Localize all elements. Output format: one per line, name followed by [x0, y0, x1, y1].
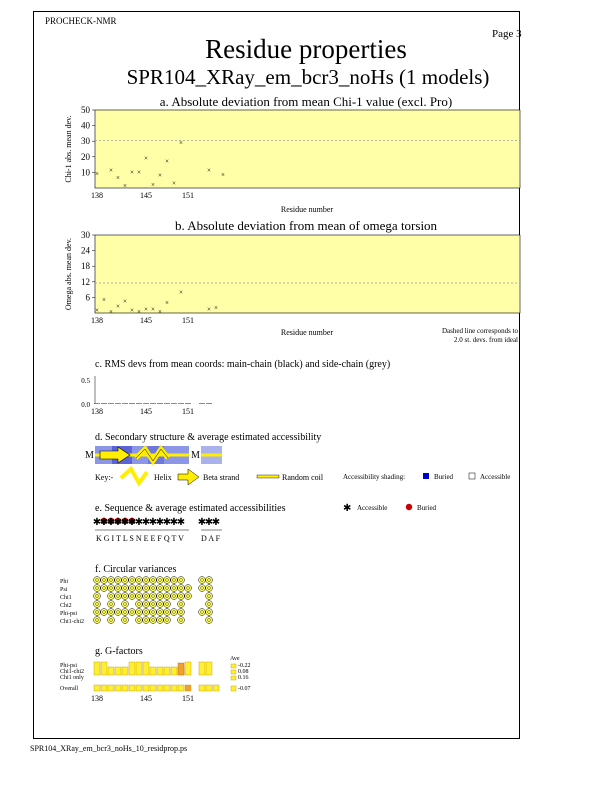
panel-c-y-tick-0.0: 0.0: [81, 401, 90, 409]
cv-circle: [206, 617, 213, 624]
key-coil-icon: [257, 475, 279, 478]
panel-b-ylabel: Omega abs. mean dev.: [64, 237, 73, 311]
cv-circle: [129, 593, 136, 600]
panel-a-y-tick-20: 20: [81, 151, 90, 162]
cv-circle: [143, 593, 150, 600]
gf-block: [164, 667, 170, 675]
page-title: Residue properties: [205, 34, 407, 64]
gf-average-chi1-only: 0.16: [238, 675, 249, 681]
cv-circle: [171, 585, 178, 592]
panel-b-xlabel: Residue number: [280, 328, 334, 337]
panel-a-point: ×: [109, 166, 113, 175]
cv-circle: [206, 593, 213, 600]
cv-circle: [185, 593, 192, 600]
panel-a-x-tick-151: 151: [182, 191, 194, 200]
cv-circle: [108, 609, 115, 616]
panel-b-point: ×: [123, 297, 127, 306]
panel-b-point: ×: [151, 305, 155, 314]
panel-d-marker-left: M: [85, 450, 94, 461]
sequence-accessible-star: ✱: [204, 517, 214, 528]
gf-overall-block: [136, 685, 142, 691]
cv-circle: [94, 577, 101, 584]
accessible-swatch: [469, 473, 475, 479]
cv-circle: [150, 585, 157, 592]
cv-circle: [108, 601, 115, 608]
panel-b-y-ticks: [81, 230, 95, 302]
gf-block: [150, 667, 156, 675]
panel-f-title: f. Circular variances: [95, 564, 177, 575]
panel-a-point: ×: [151, 181, 155, 190]
buried-swatch: [423, 473, 429, 479]
cv-circle: [164, 593, 171, 600]
gf-overall-block: [94, 685, 100, 691]
rms-bar-side-chain: [122, 403, 128, 404]
cv-circle: [178, 585, 185, 592]
gf-block: [171, 667, 177, 675]
panel-g-x-tick-138: 138: [91, 694, 103, 703]
panel-b-point: ×: [214, 304, 218, 312]
panel-b-point: ×: [130, 306, 134, 315]
panel-c-x-tick-145: 145: [140, 407, 152, 416]
cv-circle: [143, 609, 150, 616]
panel-c-title: c. RMS devs from mean coords: main-chain (black) and side-chain (grey): [95, 359, 391, 370]
rms-bar-side-chain: [143, 403, 149, 404]
panel-b-note-2: 2.0 st. devs. from ideal: [454, 336, 518, 344]
rms-bar-side-chain: [150, 403, 156, 404]
panel-b-chart: [64, 218, 520, 344]
gf-overall-block: [101, 685, 107, 691]
gf-average-chi1-chi2: 0.08: [238, 669, 249, 675]
cv-circle: [94, 601, 101, 608]
accessible-label: Accessible: [480, 473, 511, 481]
cv-row-label-phi-psi: Phi-psi: [60, 611, 78, 617]
panel-a-point: ×: [207, 166, 211, 175]
cv-circle: [185, 585, 192, 592]
cv-circle: [143, 617, 150, 624]
sequence-accessible-star: ✱: [120, 517, 130, 528]
cv-row-label-chi1-chi2: Chi1-chi2: [60, 619, 84, 625]
gf-overall-block: [129, 685, 135, 691]
gf-overall-block: [108, 685, 114, 691]
rms-bar-side-chain: [199, 403, 205, 404]
cv-circle: [136, 593, 143, 600]
cv-circle: [157, 577, 164, 584]
legend-accessible-icon: ✱: [343, 503, 352, 514]
cv-circle: [122, 609, 129, 616]
cv-circle: [157, 593, 164, 600]
panel-a-x-tick-138: 138: [91, 191, 103, 200]
footer-filename: SPR104_XRay_em_bcr3_noHs_10_residprop.ps: [30, 744, 188, 753]
panel-a-point: ×: [158, 171, 162, 180]
sequence-accessible-star: ✱: [141, 517, 151, 528]
cv-circle: [108, 617, 115, 624]
sequence-accessible-star: ✱: [155, 517, 165, 528]
shading-label: Accessibility shading:: [343, 473, 406, 481]
gf-block: [122, 667, 128, 675]
legend-accessible-label: Accessible: [357, 504, 388, 512]
sequence-accessible-star: ✱: [176, 517, 186, 528]
gf-block: [143, 662, 149, 675]
cv-circle: [150, 577, 157, 584]
panel-b-y-tick-6: 6: [85, 292, 90, 303]
panel-b-point: ×: [95, 306, 99, 315]
panel-c-chart: [81, 359, 390, 416]
cv-circle: [178, 601, 185, 608]
panel-c-y-ticks: [81, 377, 90, 409]
cv-circle: [157, 617, 164, 624]
gf-average-swatch: [231, 676, 236, 680]
gf-block: [115, 667, 121, 675]
gf-overall-block: [150, 685, 156, 691]
cv-circle: [94, 617, 101, 624]
cv-circle: [94, 609, 101, 616]
key-strand-icon: [178, 469, 199, 485]
program-label: PROCHECK-NMR: [45, 16, 117, 26]
panel-b-point: ×: [158, 307, 162, 316]
cv-circle: [122, 601, 129, 608]
panel-g-x-tick-145: 145: [140, 694, 152, 703]
panel-b-x-tick-151: 151: [182, 316, 194, 325]
sequence-accessible-star: ✱: [113, 517, 123, 528]
rms-bar-side-chain: [94, 403, 100, 404]
cv-circle: [115, 593, 122, 600]
sequence-accessible-star: ✱: [162, 517, 172, 528]
cv-circle: [164, 601, 171, 608]
cv-circle: [164, 617, 171, 624]
panel-d-marker-right: M: [191, 450, 200, 461]
cv-circle: [129, 577, 136, 584]
cv-circle: [178, 577, 185, 584]
gf-overall-block: [157, 685, 163, 691]
panel-c-x-tick-151: 151: [182, 407, 194, 416]
cv-circle: [101, 585, 108, 592]
cv-circle: [115, 585, 122, 592]
panel-c-x-ticks: [91, 407, 194, 416]
rms-bar-side-chain: [171, 403, 177, 404]
cv-circle: [178, 617, 185, 624]
panel-a-point: ×: [144, 154, 148, 163]
cv-circle: [115, 609, 122, 616]
gf-row-label-chi1-only: Chi1 only: [60, 675, 84, 681]
gf-overall-block: [178, 685, 184, 691]
sequence-accessible-star: ✱: [169, 517, 179, 528]
gf-block: [185, 662, 191, 675]
cv-circle: [171, 609, 178, 616]
cv-circle: [136, 617, 143, 624]
gf-overall-block: [143, 685, 149, 691]
cv-circle: [164, 577, 171, 584]
panel-a-point: ×: [95, 170, 99, 179]
panel-a-point: ×: [172, 179, 176, 188]
panel-a-title: a. Absolute deviation from mean Chi-1 value (excl. Pro): [159, 94, 453, 109]
gf-row-label-phi-psi: Phi-psi: [60, 663, 78, 669]
sequence-accessible-star: ✱: [148, 517, 158, 528]
panel-c-x-tick-138: 138: [91, 407, 103, 416]
cv-circle: [171, 577, 178, 584]
rms-bar-side-chain: [157, 403, 163, 404]
panel-a-point: ×: [179, 138, 183, 147]
panel-b-x-ticks: [91, 316, 194, 325]
circular-variance-circles: [94, 577, 213, 624]
panel-e-sequence: [93, 503, 437, 543]
cv-circle: [108, 585, 115, 592]
gf-average-phi-psi: -0.22: [238, 663, 251, 669]
gf-row-label-overall: Overall: [60, 686, 78, 692]
gf-block: [129, 662, 135, 675]
key-helix-label: Helix: [154, 473, 172, 482]
cv-circle: [94, 593, 101, 600]
panel-b-point: ×: [144, 305, 148, 314]
g-factor-blocks: [94, 662, 236, 691]
gf-overall-block: [185, 685, 191, 691]
cv-circle: [206, 609, 213, 616]
cv-circle: [108, 577, 115, 584]
panel-b-title: b. Absolute deviation from mean of omega torsion: [174, 218, 438, 233]
cv-circle: [206, 601, 213, 608]
gf-average-swatch: [231, 670, 236, 674]
rms-bar-side-chain: [108, 403, 114, 404]
cv-circle: [150, 617, 157, 624]
gf-block-warning: [178, 663, 184, 675]
gf-block: [101, 662, 107, 675]
panel-a-ylabel: Chi-1 abs. mean dev.: [64, 115, 73, 183]
cv-circle: [101, 609, 108, 616]
gf-overall-block: [213, 685, 219, 691]
gf-overall-average-swatch: [231, 686, 236, 691]
cv-circle: [136, 601, 143, 608]
sequence-group-1: K G I T L S N E E F Q T V: [96, 534, 184, 543]
cv-row-label-psi: Psi: [60, 587, 68, 593]
panel-b-point: ×: [179, 288, 183, 297]
cv-circle: [136, 577, 143, 584]
cv-circle: [129, 609, 136, 616]
legend-buried-icon: [406, 504, 412, 510]
panel-a-point: ×: [165, 157, 169, 166]
sequence-accessible-star: ✱: [99, 517, 109, 528]
key-strand-label: Beta strand: [203, 473, 240, 482]
gf-average-overall: -0.07: [238, 686, 251, 692]
sequence-accessible-star: ✱: [92, 517, 102, 528]
cv-circle: [150, 593, 157, 600]
cv-circle: [122, 617, 129, 624]
panel-a-x-tick-145: 145: [140, 191, 152, 200]
cv-circle: [199, 577, 206, 584]
panel-e-title: e. Sequence & average estimated accessibilities: [95, 503, 286, 514]
panel-b-note-1: Dashed line corresponds to: [441, 327, 518, 335]
gf-block: [108, 667, 114, 675]
panel-a-point: ×: [137, 168, 141, 177]
cv-row-label-chi2: Chi2: [60, 603, 72, 609]
panel-g-g-factors: [60, 646, 251, 703]
cv-circle: [108, 593, 115, 600]
gf-block: [136, 662, 142, 675]
gf-overall-block: [206, 685, 212, 691]
panel-a-y-tick-40: 40: [81, 120, 90, 131]
panel-b-y-tick-24: 24: [81, 245, 90, 256]
panel-a-y-tick-50: 50: [81, 105, 90, 115]
cv-circle: [136, 609, 143, 616]
page-subtitle: SPR104_XRay_em_bcr3_noHs (1 models): [126, 65, 490, 89]
key-helix-icon: [121, 469, 147, 483]
cv-circle: [122, 585, 129, 592]
key-coil-label: Random coil: [282, 473, 324, 482]
panel-b-x-tick-145: 145: [140, 316, 152, 325]
sequence-accessibility-marks: [93, 517, 220, 528]
cv-circle: [164, 609, 171, 616]
panel-a-xlabel: Residue number: [280, 205, 334, 214]
gf-overall-block: [115, 685, 121, 691]
gf-average-swatch: [231, 664, 236, 668]
cv-circle: [178, 609, 185, 616]
gf-overall-block: [122, 685, 128, 691]
gf-overall-block: [171, 685, 177, 691]
sequence-accessible-star: ✱: [134, 517, 144, 528]
panel-d-title: d. Secondary structure & average estimated accessibility: [95, 432, 322, 443]
rms-bar-side-chain: [178, 403, 184, 404]
cv-circle: [143, 585, 150, 592]
panel-g-x-tick-151: 151: [182, 694, 194, 703]
cv-circle: [206, 577, 213, 584]
page-number: Page 3: [492, 28, 522, 40]
panel-a-y-ticks: [81, 105, 95, 177]
panel-b-point: ×: [102, 296, 106, 305]
gf-overall-block: [199, 685, 205, 691]
cv-circle: [122, 577, 129, 584]
cv-circle: [101, 577, 108, 584]
panel-b-point: ×: [207, 305, 211, 314]
sequence-accessible-star: ✱: [211, 517, 221, 528]
cv-circle: [206, 585, 213, 592]
key-label: Key:-: [95, 473, 114, 482]
sequence-accessible-star: ✱: [127, 517, 137, 528]
cv-row-label-phi: Phi: [60, 579, 69, 585]
panel-d-secondary-structure: [85, 432, 510, 485]
legend-buried-label: Buried: [417, 504, 437, 512]
cv-circle: [157, 601, 164, 608]
panel-b-point: ×: [137, 307, 141, 316]
sequence-accessible-star: ✱: [106, 517, 116, 528]
panel-a-point: ×: [221, 170, 225, 179]
panel-f-circular-variances: [60, 564, 212, 625]
panel-g-title: g. G-factors: [95, 646, 143, 657]
panel-a-y-tick-30: 30: [81, 136, 90, 147]
rms-bar-side-chain: [115, 403, 121, 404]
cv-circle: [157, 585, 164, 592]
gf-overall-block: [164, 685, 170, 691]
buried-label: Buried: [434, 473, 454, 481]
sequence-group-2: D A F: [201, 534, 221, 543]
rms-bar-side-chain: [185, 403, 191, 404]
panel-b-y-tick-18: 18: [81, 261, 90, 272]
gf-row-label-chi1-chi2: Chi1-chi2: [60, 669, 84, 675]
panel-g-x-ticks: [91, 694, 194, 703]
gf-block: [157, 667, 163, 675]
cv-circle: [129, 585, 136, 592]
panel-b-x-tick-138: 138: [91, 316, 103, 325]
sequence-accessible-star: ✱: [197, 517, 207, 528]
cv-row-label-chi1: Chi1: [60, 595, 72, 601]
panel-b-y-tick-12: 12: [81, 276, 90, 287]
cv-circle: [157, 609, 164, 616]
rms-bar-side-chain: [136, 403, 142, 404]
cv-circle: [199, 609, 206, 616]
cv-circle: [143, 577, 150, 584]
cv-circle: [94, 585, 101, 592]
gf-ave-label: Ave: [230, 656, 240, 662]
panel-b-plot-area: [95, 235, 520, 313]
cv-circle: [122, 593, 129, 600]
panel-c-bars: [94, 403, 212, 404]
panel-b-point: ×: [165, 298, 169, 307]
gf-block: [199, 662, 205, 675]
panel-b-point: ×: [116, 302, 120, 311]
panel-a-y-tick-10: 10: [81, 167, 90, 178]
gf-block: [206, 662, 212, 675]
cv-circle: [143, 601, 150, 608]
cv-circle: [150, 601, 157, 608]
panel-a-point: ×: [130, 168, 134, 177]
panel-a-point: ×: [123, 181, 127, 190]
gf-block: [94, 662, 100, 675]
cv-circle: [164, 585, 171, 592]
panel-a-point: ×: [116, 174, 120, 183]
rms-bar-side-chain: [164, 403, 170, 404]
panel-b-y-tick-30: 30: [81, 230, 90, 240]
panel-a-chart: [64, 94, 520, 214]
cv-circle: [178, 593, 185, 600]
cv-circle: [199, 585, 206, 592]
panel-a-x-ticks: [91, 191, 194, 200]
rms-bar-side-chain: [129, 403, 135, 404]
cv-circle: [171, 593, 178, 600]
panel-b-point: ×: [109, 307, 113, 316]
cv-circle: [150, 609, 157, 616]
panel-c-y-tick-0.5: 0.5: [81, 377, 90, 385]
rms-bar-side-chain: [206, 403, 212, 404]
rms-bar-side-chain: [101, 403, 107, 404]
cv-circle: [115, 577, 122, 584]
cv-circle: [136, 585, 143, 592]
